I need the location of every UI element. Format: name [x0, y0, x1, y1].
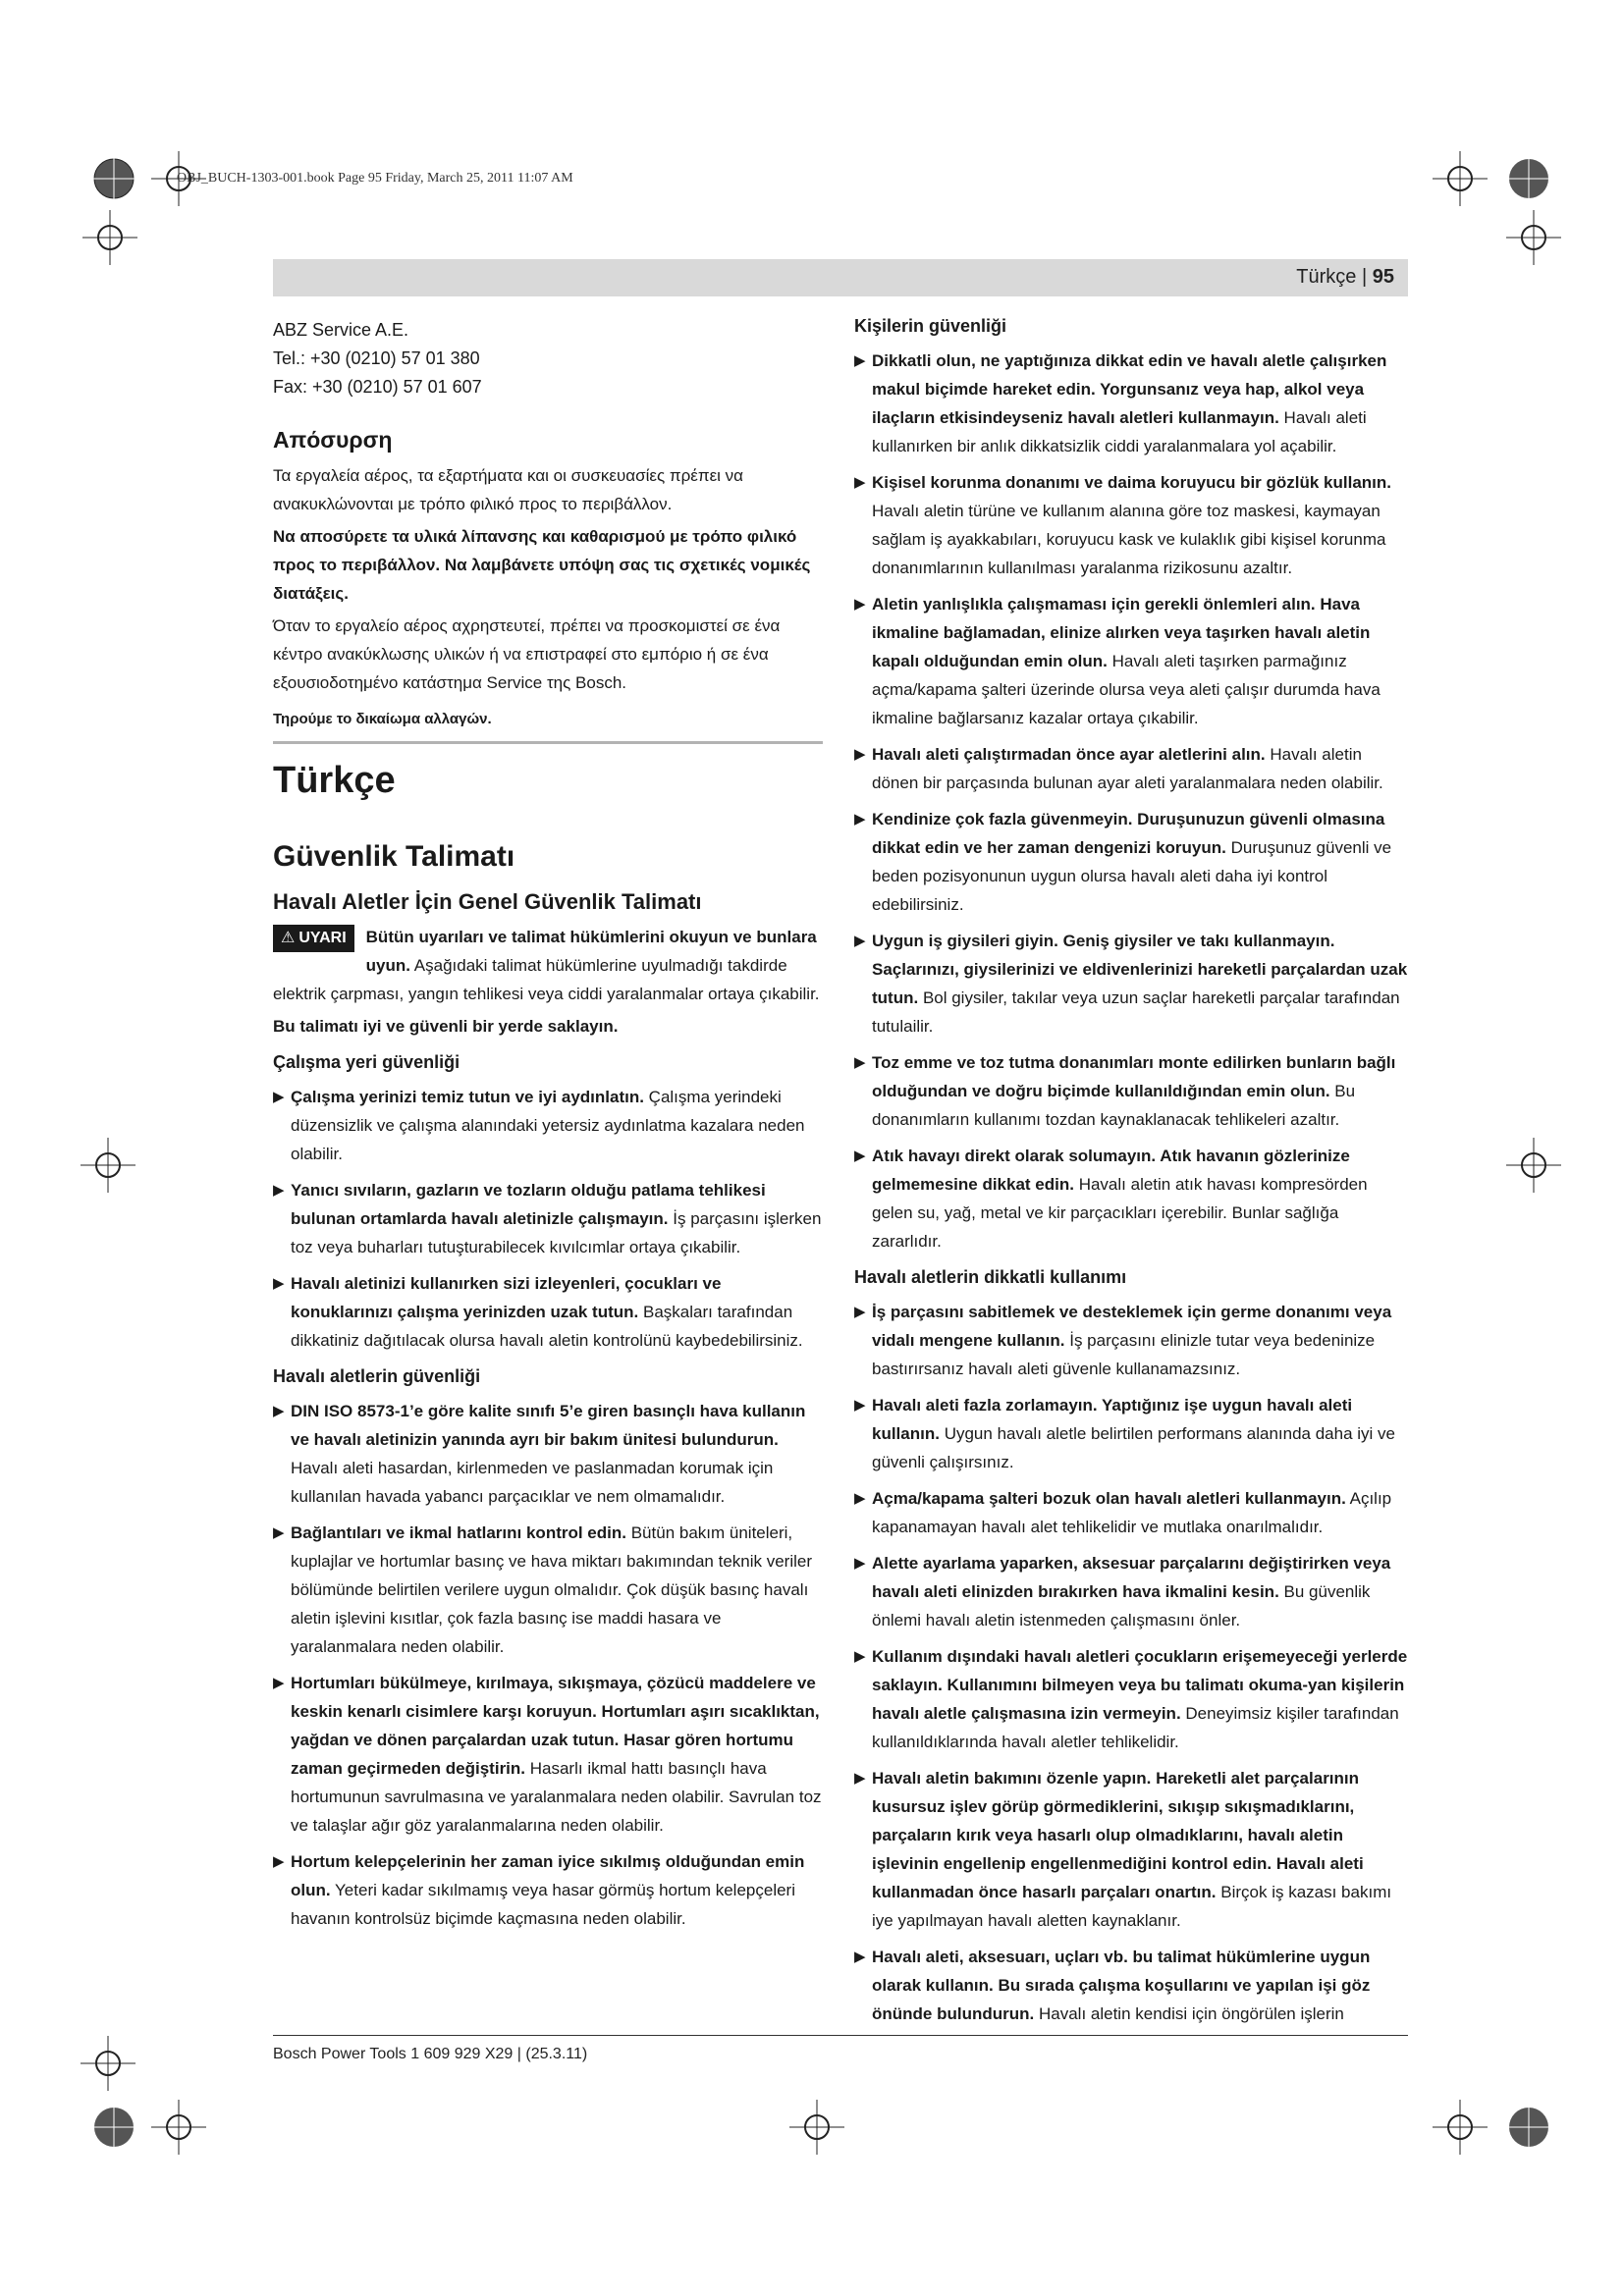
item-text: Başkaları tarafından dikkatiniz dağıtılacak olursa havalı aletin kontrolünü kaybedebilirsiniz.: [291, 1303, 803, 1350]
careful-use-heading: Havalı aletlerin dikkatli kullanımı: [854, 1267, 1127, 1287]
header-text: [1296, 266, 1394, 289]
warning-lead: Bütün uyarıları ve talimat hükümlerini okuyun ve bunlara uyun.: [365, 928, 817, 975]
list-item: [854, 1142, 1409, 1255]
list-item: [854, 590, 1409, 732]
crosshair-icon: [77, 1134, 139, 1197]
crosshair-icon: [1502, 1134, 1565, 1197]
item-text: Havalı aleti kullanırken bir anlık dikkatsizlik ciddi yaralanmalara yol açabilir.: [872, 408, 1367, 455]
item-text: Deneyimsiz kişiler tarafından kullanıldıklarında havalı aletler tehlikelidir.: [872, 1704, 1399, 1751]
list-item: [854, 347, 1409, 460]
item-lead: Havalı aleti çalıştırmadan önce ayar aletlerini alın.: [872, 745, 1266, 764]
list-item: [273, 1083, 823, 1168]
item-text: Çalışma yerindeki düzensizlik ve çalışma alanındaki yetersiz aydınlatma kazalara neden olabilir.: [291, 1088, 805, 1163]
item-lead: Açma/kapama şalteri bozuk olan havalı aletleri kullanmayın.: [872, 1489, 1346, 1508]
item-lead: İş parçasını sabitlemek ve desteklemek için germe donanımı veya vidalı mengene kullanın.: [872, 1303, 1392, 1350]
list-item: [273, 1519, 823, 1661]
list-item: [273, 1269, 823, 1355]
crosshair-icon: [77, 2032, 139, 2095]
item-lead: Dikkatli olun, ne yaptığınıza dikkat edin ve havalı aletle çalışırken makul biçimde hareket edin. Yorgunsanız veya hap, alkol veya ilaçların etkisindeyseniz havalı aletleri kullanmayın.: [872, 351, 1387, 427]
greek-paragraph: Όταν το εργαλείο αέρος αχρηστευτεί, πρέπει να προσκομιστεί σε ένα κέντρο ανακύκλωσης υλικών ή να επιστραφεί στο εμπόριο ή σε ένα εξουσιοδοτημένο κατάστημα Service της Bosch.: [273, 616, 781, 692]
bullet-arrow-icon: ▶: [854, 1304, 866, 1320]
item-lead: Hortumları bükülmeye, kırılmaya, sıkışmaya, çözücü maddelere ve keskin kenarlı cisimlere karşı koruyun. Hortumları aşırı sıcaklıktan, yağdan ve dönen parçalardan uzak tutun. Hasar gören hortumu zaman geçirmeden değiştirin.: [291, 1674, 820, 1778]
item-lead: Alette ayarlama yaparken, aksesuar parçalarını değiştirirken veya havalı aleti elinizden bırakırken hava ikmalini kesin.: [872, 1554, 1391, 1601]
item-lead: Çalışma yerinizi temiz tutun ve iyi aydınlatın.: [291, 1088, 644, 1106]
page-header: [273, 259, 1408, 296]
contact-line: Fax: +30 (0210) 57 01 607: [273, 377, 482, 397]
header-separator: |: [1361, 266, 1368, 288]
list-item: [273, 1176, 823, 1261]
item-text: Havalı aleti hasardan, kirlenmeden ve paslanmadan korumak için kullanılan havada yabancı parçacıklar ve nem olmamalıdır.: [291, 1459, 774, 1506]
bullet-arrow-icon: ▶: [854, 596, 866, 613]
item-text: Bütün bakım üniteleri, kuplajlar ve hortumlar basınç ve hava miktarı bakımından teknik veriler bölümünde belirtilen verilere uygun olmalıdır. Çok düşük basınç havalı aletin işlevini kısıtlar, çok fazla basınç ise maddi hasara ve yaralanmalara neden olabilir.: [291, 1523, 813, 1656]
item-text: Birçok iş kazası bakımı iye yapılmayan havalı aletten kaynaklanır.: [872, 1883, 1392, 1930]
list-item: [854, 468, 1409, 582]
list-item: [854, 1391, 1409, 1476]
left-column: [273, 316, 823, 1941]
registration-mark-icon: [82, 147, 145, 210]
bullet-arrow-icon: ▶: [854, 933, 866, 949]
page-footer: Bosch Power Tools 1 609 929 X29 | (25.3.11): [273, 2046, 588, 2062]
item-text: Yeteri kadar sıkılmamış veya hasar görmüş hortum kelepçeleri havanın kontrolsüz biçimde kaçmasına neden olabilir.: [291, 1881, 795, 1928]
item-text: İş parçasını işlerken toz veya buharları tutuşturabilecek kıvılcımlar ortaya çıkabilir.: [291, 1209, 822, 1256]
contact-line: Tel.: +30 (0210) 57 01 380: [273, 348, 480, 368]
warning-text: Aşağıdaki talimat hükümlerine uyulmadığı takdirde elektrik çarpması, yangın tehlikesi veya ciddi yaralanmalar ortaya çıkabilir.: [273, 956, 820, 1003]
list-item: [854, 1484, 1409, 1541]
item-text: Havalı aletin türüne ve kullanım alanına göre toz maskesi, kaymayan sağlam iş ayakkabıları, koruyucu kask ve kulaklık gibi kişisel korunma donanımlarının kullanılması yaralanma rizikosunu azaltır.: [872, 502, 1386, 577]
section-heading: Güvenlik Talimatı: [273, 840, 515, 873]
item-text: İş parçasını elinizle tutar veya bedeninize bastırırsanız havalı aleti güvenle kullanamazsınız.: [872, 1331, 1376, 1378]
list-item: [854, 927, 1409, 1041]
item-lead: Atık havayı direkt olarak solumayın. Atık havanın gözlerinize gelmemesine dikkat edin.: [872, 1147, 1350, 1194]
item-lead: Hortum kelepçelerinin her zaman iyice sıkılmış olduğundan emin olun.: [291, 1852, 805, 1899]
list-item: [273, 1669, 823, 1840]
crosshair-icon: [79, 206, 141, 269]
registration-mark-icon: [82, 2096, 145, 2159]
right-column: [854, 316, 1409, 2036]
item-lead: Kişisel korunma donanımı ve daima koruyucu bir gözlük kullanın.: [872, 473, 1392, 492]
item-lead: Havalı aleti, aksesuarı, uçları vb. bu talimat hükümlerine uygun olarak kullanın. Bu sırada çalışma koşullarını ve yapılan işi göz önünde bulundurun.: [872, 1948, 1371, 2023]
item-lead: Kullanım dışındaki havalı aletleri çocukların erişemeyeceği yerlerde saklayın. Kullanımını bilmeyen veya bu talimatı okuma-yan kişilerin havalı aletle çalışmasına izin vermeyin.: [872, 1647, 1408, 1723]
list-item: [854, 740, 1409, 797]
warning-triangle-icon: ⚠: [281, 930, 296, 946]
greek-heading: Απόσυρση: [273, 427, 393, 453]
crosshair-icon: [147, 2096, 210, 2159]
bullet-arrow-icon: ▶: [854, 1770, 866, 1787]
header-language: Türkçe: [1296, 266, 1357, 288]
section-divider: [273, 741, 823, 744]
item-lead: Yanıcı sıvıların, gazların ve tozların olduğu patlama tehlikesi bulunan ortamlarda havalı aletinizle çalışmayın.: [291, 1181, 766, 1228]
bullet-arrow-icon: ▶: [854, 1648, 866, 1665]
crosshair-icon: [1429, 147, 1491, 210]
bullet-arrow-icon: ▶: [854, 1054, 866, 1071]
warning-label: UYARI: [298, 930, 347, 946]
bullet-arrow-icon: ▶: [273, 1853, 285, 1870]
warning-block: [273, 923, 823, 1008]
list-item: [854, 1943, 1409, 2028]
crosshair-icon: [785, 2096, 848, 2159]
keep-note: Bu talimatı iyi ve güvenli bir yerde saklayın.: [273, 1017, 619, 1036]
item-lead: Bağlantıları ve ikmal hatlarını kontrol edin.: [291, 1523, 626, 1542]
list-item: [854, 1298, 1409, 1383]
list-item: [854, 1048, 1409, 1134]
list-item: [854, 1549, 1409, 1634]
bullet-arrow-icon: ▶: [273, 1524, 285, 1541]
contact-block: [273, 316, 823, 401]
list-item: [854, 1764, 1409, 1935]
bullet-arrow-icon: ▶: [854, 474, 866, 491]
item-lead: Havalı aletin bakımını özenle yapın. Hareketli alet parçalarının kusursuz işlev görüp görmediklerini, sıkışıp sıkışmadıklarını, parçaların kırık veya hasarlı olup olmadıklarını, havalı aletin işlevinin engellenip engellenmediğini kontrol edin. Havalı aleti kullanmadan önce hasarlı parçaları onartın.: [872, 1769, 1364, 1901]
bullet-arrow-icon: ▶: [854, 1490, 866, 1507]
list-item: [273, 1847, 823, 1933]
bullet-arrow-icon: ▶: [854, 1949, 866, 1965]
bullet-arrow-icon: ▶: [854, 1397, 866, 1414]
bullet-arrow-icon: ▶: [854, 1148, 866, 1164]
warning-badge: [273, 925, 354, 952]
item-text: Uygun havalı aletle belirtilen performans alanında daha iyi ve güvenli çalışırsınız.: [872, 1424, 1395, 1471]
item-text: Hasarlı ikmal hattı basınçlı hava hortumunun savrulmasına ve yaralanmalara neden olabilir. Savrulan toz ve talaşlar ağır göz yaralanmalarına neden olabilir.: [291, 1759, 822, 1835]
item-lead: Uygun iş giysileri giyin. Geniş giysiler ve takı kullanmayın. Saçlarınızı, giysilerinizi ve eldivenlerinizi hareketli parçalardan uzak tutun.: [872, 932, 1408, 1007]
registration-mark-icon: [1497, 2096, 1560, 2159]
item-text: Havalı aleti taşırken parmağınız açma/kapama şalteri üzerinde olursa veya aleti çalışır durumda hava ikmaline bağlarsanız kazalar ortaya çıkabilir.: [872, 652, 1380, 727]
page-number: 95: [1372, 266, 1394, 288]
personal-safety-list: [854, 347, 1409, 1255]
list-item: [854, 805, 1409, 919]
tool-safety-list: [273, 1397, 823, 1933]
contact-line: ABZ Service A.E.: [273, 320, 409, 340]
list-item: [273, 1397, 823, 1511]
item-lead: Aletin yanlışlıkla çalışmaması için gerekli önlemleri alın. Hava ikmaline bağlamadan, elinize alırken veya taşırken havalı aletin kapalı olduğundan emin olun.: [872, 595, 1371, 670]
print-metadata: OBJ_BUCH-1303-001.book Page 95 Friday, March 25, 2011 11:07 AM: [177, 171, 573, 186]
greek-rights-note: Τηρούμε το δικαίωμα αλλαγών.: [273, 711, 492, 727]
item-lead: DIN ISO 8573-1’e göre kalite sınıfı 5’e giren basınçlı hava kullanın ve havalı aletinizin yanında ayrı bir bakım ünitesi bulundurun.: [291, 1402, 806, 1449]
bullet-arrow-icon: ▶: [854, 352, 866, 369]
item-text: Havalı aletin kendisi için öngörülen işlerin: [1038, 2004, 1344, 2023]
greek-paragraph: Τα εργαλεία αέρος, τα εξαρτήματα και οι συσκευασίες πρέπει να ανακυκλώνονται με τρόπο φιλικό προς το περιβάλλον.: [273, 466, 743, 513]
registration-mark-icon: [1497, 147, 1560, 210]
list-item: [854, 1642, 1409, 1756]
item-lead: Kendinize çok fazla güvenmeyin. Duruşunuzun güvenli olmasına dikkat edin ve her zaman dengenizi koruyun.: [872, 810, 1385, 857]
bullet-arrow-icon: ▶: [273, 1182, 285, 1199]
item-text: Havalı aletin dönen bir parçasında bulunan ayar aleti yaralanmalara neden olabilir.: [872, 745, 1383, 792]
personal-safety-heading: Kişilerin güvenliği: [854, 316, 1007, 336]
crosshair-icon: [1502, 206, 1565, 269]
careful-use-list: [854, 1298, 1409, 2028]
item-text: Bu donanımların kullanımı tozdan kaynaklanacak tehlikeleri azaltır.: [872, 1082, 1356, 1129]
item-lead: Havalı aletinizi kullanırken sizi izleyenleri, çocukları ve konuklarınızı çalışma yerinizden uzak tutun.: [291, 1274, 722, 1321]
sub-heading: Havalı Aletler İçin Genel Güvenlik Talimatı: [273, 889, 702, 914]
item-lead: Toz emme ve toz tutma donanımları monte edilirken bunların bağlı olduğundan ve doğru biçimde kullanıldığından emin olun.: [872, 1053, 1396, 1100]
item-text: Bol giysiler, takılar veya uzun saçlar hareketli parçalar tarafından tutulailir.: [872, 988, 1400, 1036]
bullet-arrow-icon: ▶: [273, 1675, 285, 1691]
item-lead: Havalı aleti fazla zorlamayın. Yaptığınız işe uygun havalı aleti kullanın.: [872, 1396, 1353, 1443]
item-text: Duruşunuz güvenli ve beden pozisyonunun uygun olursa havalı aleti daha iyi kontrol edebilirsiniz.: [872, 838, 1392, 914]
bullet-arrow-icon: ▶: [854, 746, 866, 763]
greek-bold-paragraph: Να αποσύρετε τα υλικά λίπανσης και καθαρισμού με τρόπο φιλικό προς το περιβάλλον. Να λαμβάνετε υπόψη σας τις σχετικές νομικές διατάξεις.: [273, 527, 811, 603]
item-text: Açılıp kapanamayan havalı alet tehlikelidir ve mutlaka onarılmalıdır.: [872, 1489, 1392, 1536]
item-text: Havalı aletin atık havası kompresörden gelen su, yağ, metal ve kir parçacıkları içerebilir. Bunlar sağlığa zararlıdır.: [872, 1175, 1368, 1251]
bullet-arrow-icon: ▶: [273, 1403, 285, 1419]
work-area-heading: Çalışma yeri güvenliği: [273, 1052, 460, 1072]
tool-safety-heading: Havalı aletlerin güvenliği: [273, 1366, 481, 1386]
work-area-list: [273, 1083, 823, 1355]
bullet-arrow-icon: ▶: [854, 1555, 866, 1572]
bullet-arrow-icon: ▶: [273, 1089, 285, 1105]
footer-divider: [273, 2035, 1408, 2036]
crosshair-icon: [1429, 2096, 1491, 2159]
language-heading: Türkçe: [273, 760, 396, 801]
item-text: Bu güvenlik önlemi havalı aletin istenmeden çalışmasını önler.: [872, 1582, 1371, 1629]
bullet-arrow-icon: ▶: [854, 811, 866, 828]
bullet-arrow-icon: ▶: [273, 1275, 285, 1292]
